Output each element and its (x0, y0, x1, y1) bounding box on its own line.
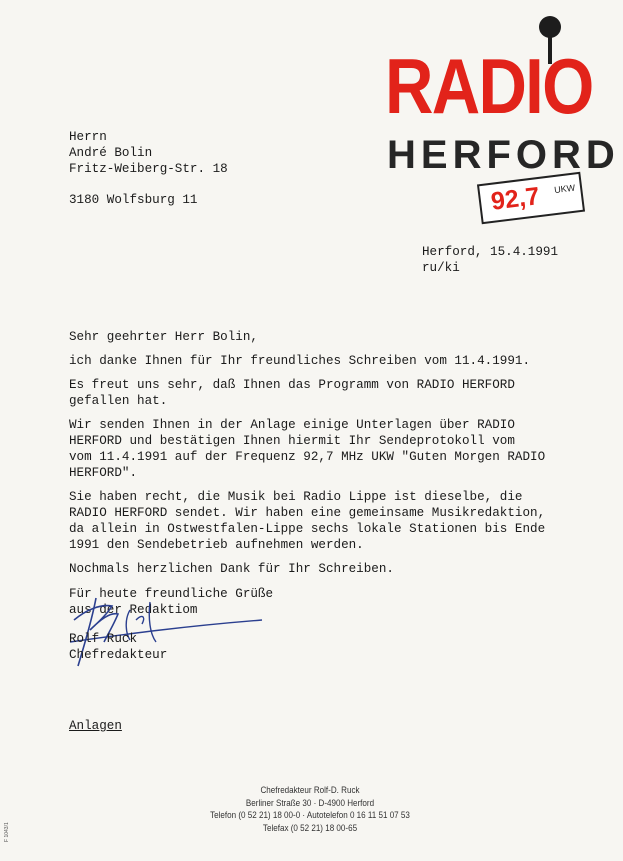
closing-line: Für heute freundliche Grüße (69, 587, 274, 601)
paragraph-line: HERFORD". (69, 466, 138, 480)
paragraph-line: da allein in Ostwestfalen-Lippe sechs lokale Stationen bis Ende (69, 522, 546, 536)
frequency-badge (477, 172, 585, 224)
place-date: Herford, 15.4.1991 (422, 245, 559, 259)
paragraph-line: HERFORD und bestätigen Ihnen hiermit Ihr Sendeprotokoll vom (69, 434, 515, 448)
paragraph-line: RADIO HERFORD sendet. Wir haben eine gemeinsame Musikredaktion, (69, 506, 546, 520)
reference-code: ru/ki (422, 261, 460, 275)
frequency-band: UKW (553, 182, 576, 196)
form-code: F 1043/1 (4, 822, 10, 842)
recipient-name: André Bolin (69, 146, 153, 160)
enclosures-label: Anlagen (69, 719, 122, 733)
letterhead-footer (172, 784, 447, 834)
paragraph-line: Sie haben recht, die Musik bei Radio Lippe ist dieselbe, die (69, 490, 523, 504)
footer-line: Telefon (0 52 21) 18 00-0 · Autotelefon 0 16 11 51 07 53 (210, 809, 410, 820)
signer-name: Rolf Ruck (69, 632, 138, 646)
paragraph-line: 1991 den Sendebetrieb aufnehmen werden. (69, 538, 364, 552)
footer-line: Telefax (0 52 21) 18 00-65 (262, 821, 358, 833)
footer-line: Chefredakteur Rolf-D. Ruck (260, 784, 360, 795)
frequency-value: 92,7 (489, 182, 542, 216)
paragraph-line: gefallen hat. (69, 394, 168, 408)
paragraph-line: Nochmals herzlichen Dank für Ihr Schreiben. (69, 562, 394, 576)
recipient-salutation: Herrn (69, 130, 107, 144)
footer-line: Berliner Straße 30 · D-4900 Herford (245, 796, 375, 808)
radio-herford-logo (385, 12, 620, 217)
paragraph-line: vom 11.4.1991 auf der Frequenz 92,7 MHz UKW "Guten Morgen RADIO (69, 450, 546, 464)
logo-radio-text: RADIO (385, 42, 593, 130)
microphone-icon (539, 16, 561, 38)
signer-title: Chefredakteur (69, 648, 168, 662)
recipient-city: 3180 Wolfsburg 11 (69, 193, 198, 207)
closing-line: aus der Redaktiom (69, 603, 198, 617)
logo-herford-text: HERFORD (387, 133, 620, 177)
paragraph-line: Es freut uns sehr, daß Ihnen das Programm von RADIO HERFORD (69, 378, 515, 392)
letter-greeting: Sehr geehrter Herr Bolin, (69, 330, 258, 344)
paragraph-line: ich danke Ihnen für Ihr freundliches Schreiben vom 11.4.1991. (69, 354, 531, 368)
paragraph-line: Wir senden Ihnen in der Anlage einige Unterlagen über RADIO (69, 418, 515, 432)
recipient-street: Fritz-Weiberg-Str. 18 (69, 162, 228, 176)
